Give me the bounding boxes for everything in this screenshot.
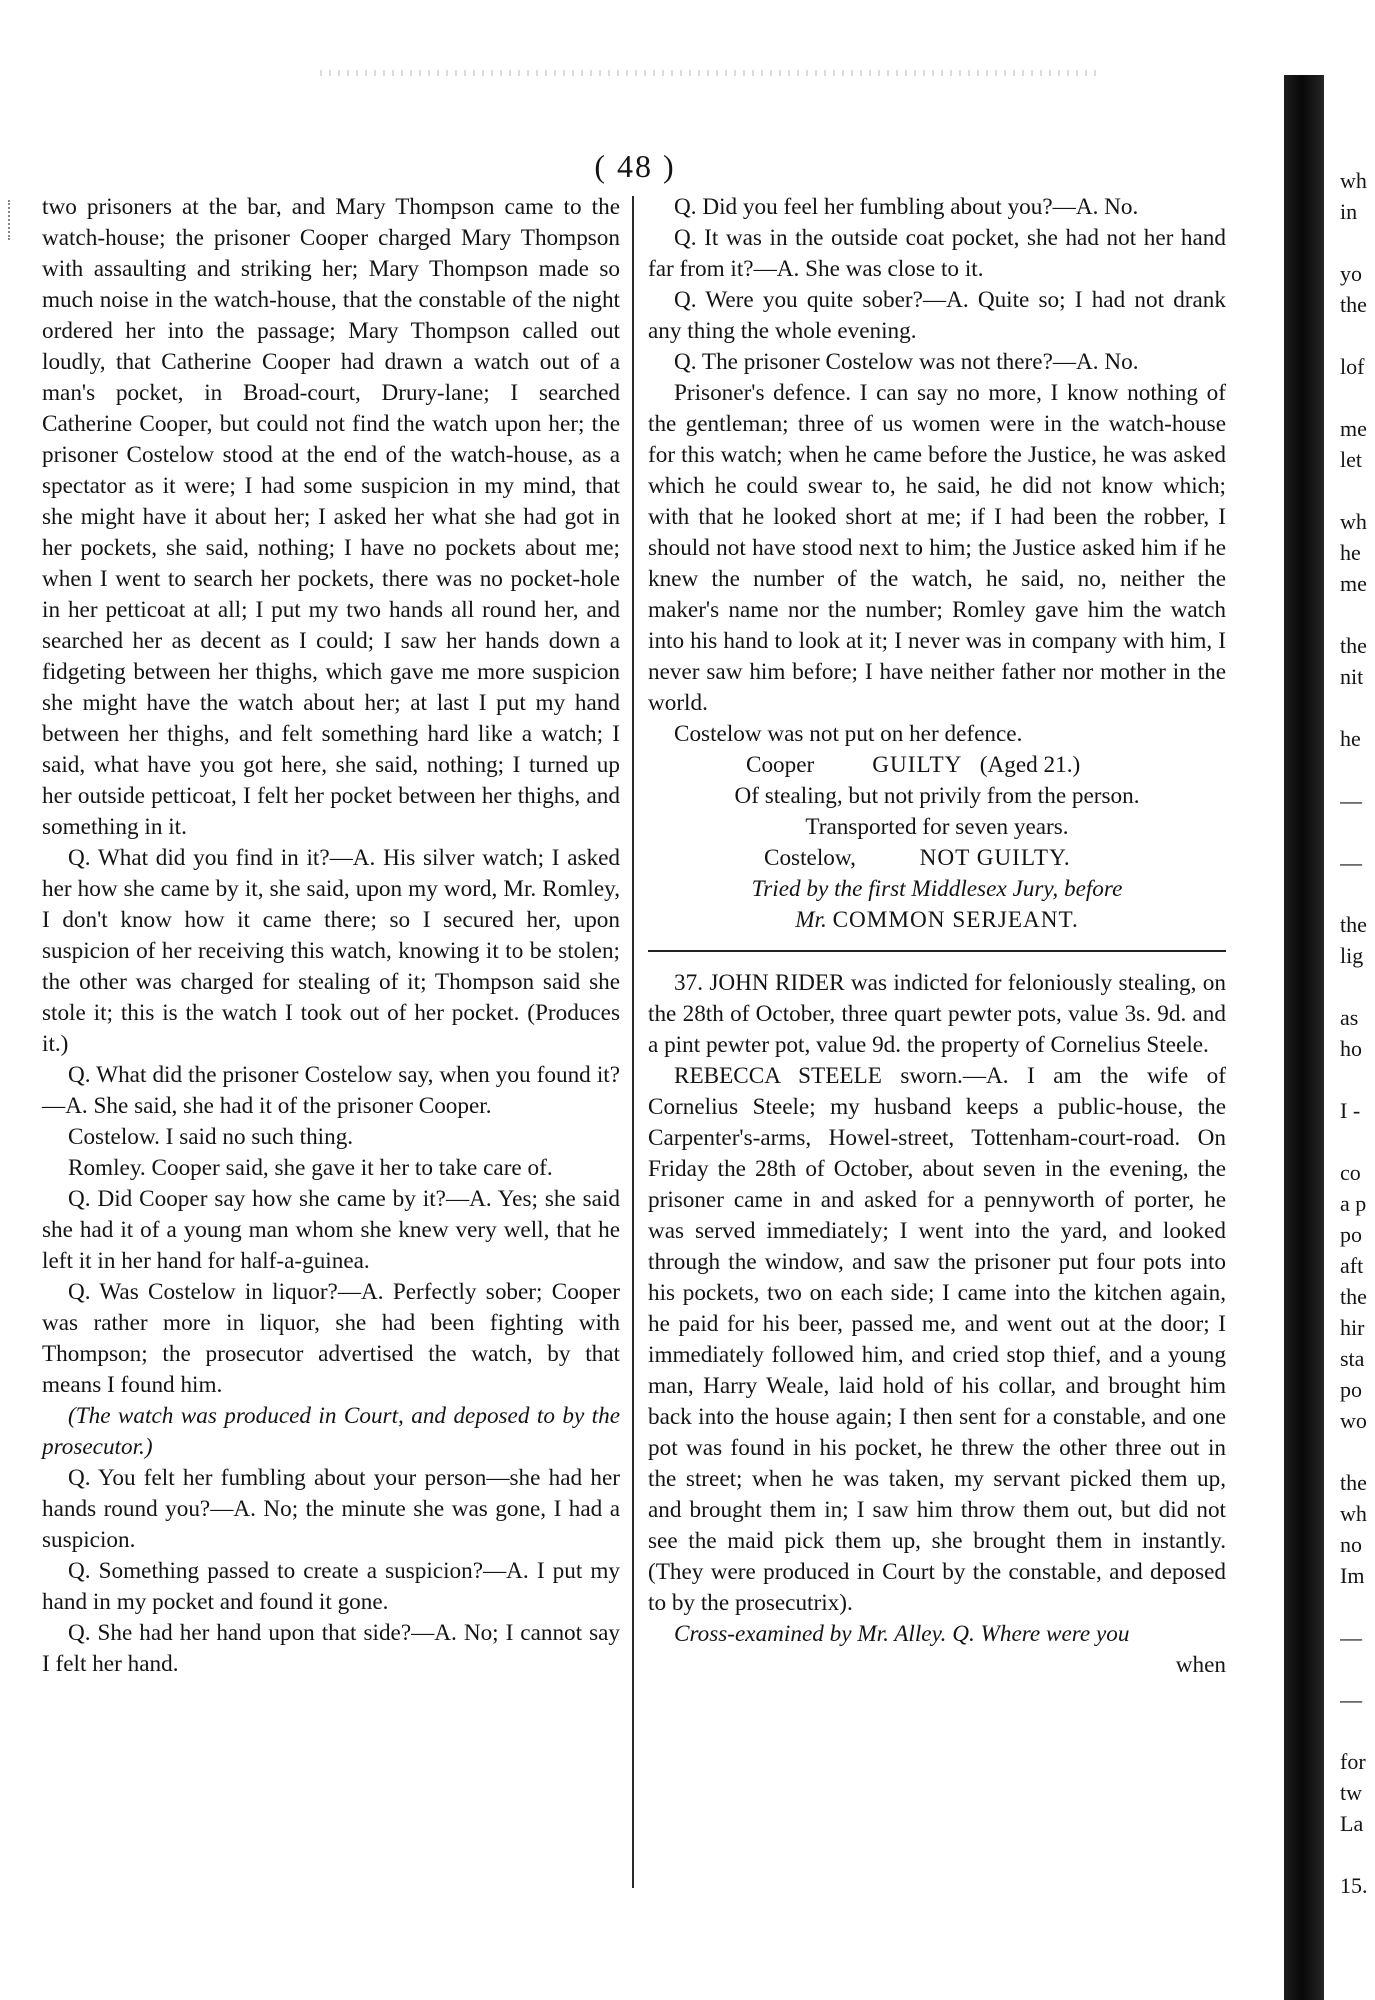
edge-fragment bbox=[1340, 816, 1375, 847]
edge-fragment bbox=[1340, 1064, 1375, 1095]
verdict-cooper-age: (Aged 21.) bbox=[979, 752, 1081, 778]
edge-fragment: the bbox=[1340, 1284, 1367, 1309]
left-paragraph-1: two prisoners at the bar, and Mary Thompson came to the watch-house; the prisoner Cooper charged Mary Thompson with assaulting and striking her; Mary Thompson made so much noise in the watch-house, that the constable of the night ordered her into the passage; Mary Thompson called out loudly, that Catherine Cooper had drawn a watch out of a man's pocket, in Broad-court, Drury-lane; I searched Catherine Cooper, but could not find the watch upon her; the prisoner Costelow stood at the end of the watch-house, as a spectator as it were; I had some suspicion in my mind, that she might have it about her; I asked her what she had got in her pockets, she said, nothing; I have no pockets about me; when I went to search her pockets, there was no pocket-hole in her petticoat at all; I put my two hands all round her, and searched her as decent as I could; I saw her hands down a fidgeting between her thighs, which gave me more suspicion she might have the watch about her; at last I put my hand between her thighs, and felt something hard like a watch; I said, what have you got here, she said, nothing; I turned up her outside petticoat, I felt her pocket between her thighs, and something in it. bbox=[42, 194, 620, 840]
edge-fragment: Im bbox=[1340, 1563, 1365, 1588]
edge-fragment: hir bbox=[1340, 1315, 1365, 1340]
edge-fragment: yo bbox=[1340, 261, 1362, 286]
edge-fragment: the bbox=[1340, 1470, 1367, 1495]
edge-fragment: — bbox=[1340, 1625, 1362, 1650]
edge-fragment: he bbox=[1340, 726, 1361, 751]
edge-fragment: no bbox=[1340, 1532, 1362, 1557]
edge-fragment: me bbox=[1340, 571, 1367, 596]
verdict-cooper bbox=[648, 750, 1226, 781]
edge-fragment: La bbox=[1340, 1811, 1364, 1836]
left-paragraph-10: Q. Something passed to create a suspicion?—A. I put my hand in my pocket and found it gone. bbox=[42, 1558, 620, 1615]
edge-fragment: aft bbox=[1340, 1253, 1364, 1278]
edge-fragment: 15. bbox=[1340, 1873, 1368, 1898]
edge-fragment: tw bbox=[1340, 1780, 1362, 1805]
edge-fragment: as bbox=[1340, 1005, 1359, 1030]
case-37-indictment: 37. JOHN RIDER was indicted for feloniously stealing, on the 28th of October, three quart pewter pots, value 3s. 9d. and a pint pewter pot, value 9d. the property of Cornelius Steele. bbox=[648, 970, 1226, 1058]
edge-fragment bbox=[1340, 1715, 1375, 1746]
edge-fragment: lig bbox=[1340, 943, 1364, 968]
edge-fragment: co bbox=[1340, 1160, 1361, 1185]
edge-fragment: me bbox=[1340, 416, 1367, 441]
edge-fragment: let bbox=[1340, 447, 1362, 472]
binding-shadow bbox=[1284, 75, 1324, 2000]
tried-before-name: COMMON SERJEANT. bbox=[832, 907, 1079, 933]
verdict-sentence: Transported for seven years. bbox=[805, 814, 1069, 840]
edge-fragment: the bbox=[1340, 912, 1367, 937]
verdict-cooper-result: GUILTY bbox=[872, 752, 963, 778]
edge-fragment bbox=[1340, 1653, 1375, 1684]
scan-specks bbox=[320, 70, 1100, 76]
right-paragraph-6: Costelow was not put on her defence. bbox=[674, 721, 1023, 747]
edge-fragment bbox=[1340, 1126, 1375, 1157]
left-paragraph-2: Q. What did you find in it?—A. His silver watch; I asked her how she came by it, she said, upon my word, Mr. Romley, I don't know how it came there; so I secured her, upon suspicion of her receiving this watch, knowing it to be stolen; the other was charged for stealing of it; Thompson said she stole it; this is the watch I took out of her pocket. (Produces it.) bbox=[42, 845, 620, 1057]
edge-fragment bbox=[1340, 599, 1375, 630]
edge-fragment: — bbox=[1340, 850, 1362, 875]
edge-fragment bbox=[1340, 320, 1375, 351]
case-37-testimony: REBECCA STEELE sworn.—A. I am the wife of Cornelius Steele; my husband keeps a public-house, the Carpenter's-arms, Howel-street, Tottenham-court-road. On Friday the 28th of October, about seven in the evening, the prisoner came in and asked for a pennyworth of porter, he was served immediately; I went into the yard, and looked through the window, and saw the prisoner put four pots into his pockets, two on each side; I came into the kitchen again, he paid for his beer, passed me, and went out at the door; I immediately followed him, and cried stop thief, and a young man, Harry Weale, laid hold of his collar, and brought him back into the house again; I then sent for a constable, and one pot was found in his pocket, he threw the other three out in the street; when he was taken, my servant picked them up, and brought them in; I saw him throw them out, but did not see the maid pick them up, she brought them in instantly. (They were produced in Court by the constable, and deposed to by the prosecutrix). bbox=[648, 1063, 1226, 1616]
left-paragraph-5: Romley. Cooper said, she gave it her to take care of. bbox=[68, 1155, 553, 1181]
verdict-charge: Of stealing, but not privily from the person. bbox=[734, 783, 1140, 809]
edge-fragment: for bbox=[1340, 1749, 1366, 1774]
case-divider bbox=[648, 950, 1226, 952]
edge-fragment bbox=[1340, 1436, 1375, 1467]
edge-fragment bbox=[1340, 475, 1375, 506]
edge-fragment: wh bbox=[1340, 1501, 1367, 1526]
left-paragraph-11: Q. She had her hand upon that side?—A. No; I cannot say I felt her hand. bbox=[42, 1620, 620, 1677]
edge-fragment: he bbox=[1340, 540, 1361, 565]
right-paragraph-1: Q. Did you feel her fumbling about you?—A. No. bbox=[674, 194, 1139, 220]
edge-fragment: po bbox=[1340, 1377, 1362, 1402]
verdict-costelow bbox=[648, 843, 1226, 874]
case-37-catchword: when bbox=[1175, 1652, 1226, 1678]
tried-by-line: Tried by the first Middlesex Jury, before bbox=[751, 876, 1123, 902]
edge-fragment: the bbox=[1340, 292, 1367, 317]
right-paragraph-4: Q. The prisoner Costelow was not there?—A. No. bbox=[674, 349, 1139, 375]
right-column bbox=[648, 192, 1226, 1681]
right-paragraph-5: Prisoner's defence. I can say no more, I know nothing of the gentleman; three of us women were in the watch-house for this watch; when he came before the Justice, he was asked which he could swear to, he said, he did not know which; with that he looked short at me; if I had been the robber, I should not have stood next to him; the Justice asked him if he knew the number of the watch, he said, no, neither the maker's name nor the number; Romley gave him the watch into his hand to look at it; I never was in company with him, I never saw him before; I have neither father nor mother in the world. bbox=[648, 380, 1226, 716]
edge-fragment: wh bbox=[1340, 509, 1367, 534]
tried-before-prefix: Mr. bbox=[795, 907, 827, 933]
edge-fragment: a p bbox=[1340, 1191, 1367, 1216]
page-number: ( 48 ) bbox=[594, 148, 676, 184]
edge-fragment bbox=[1340, 878, 1375, 909]
next-page-edge-text bbox=[1340, 165, 1375, 1901]
edge-fragment: — bbox=[1340, 788, 1362, 813]
left-paragraph-8: (The watch was produced in Court, and deposed to by the prosecutor.) bbox=[42, 1403, 620, 1460]
left-paragraph-3: Q. What did the prisoner Costelow say, when you found it?—A. She said, she had it of the prisoner Cooper. bbox=[42, 1062, 620, 1119]
verdict-costelow-name: Costelow, bbox=[764, 845, 856, 871]
edge-fragment: in bbox=[1340, 199, 1358, 224]
edge-fragment bbox=[1340, 971, 1375, 1002]
edge-fragment bbox=[1340, 754, 1375, 785]
edge-fragment bbox=[1340, 1839, 1375, 1870]
right-paragraph-2: Q. It was in the outside coat pocket, she had not her hand far from it?—A. She was close to it. bbox=[648, 225, 1226, 282]
verdict-cooper-name: Cooper bbox=[746, 752, 815, 778]
edge-fragment: wo bbox=[1340, 1408, 1367, 1433]
edge-fragment bbox=[1340, 1591, 1375, 1622]
case-37-cross-examination: Cross-examined by Mr. Alley. Q. Where were you bbox=[674, 1621, 1130, 1647]
edge-fragment: wh bbox=[1340, 168, 1367, 193]
edge-fragment: ho bbox=[1340, 1036, 1362, 1061]
edge-fragment: — bbox=[1340, 1687, 1362, 1712]
left-paragraph-4: Costelow. I said no such thing. bbox=[68, 1124, 354, 1150]
left-paragraph-9: Q. You felt her fumbling about your person—she had her hands round you?—A. No; the minute she was gone, I had a suspicion. bbox=[42, 1465, 620, 1553]
edge-fragment bbox=[1340, 382, 1375, 413]
verdict-costelow-result: NOT GUILTY. bbox=[919, 845, 1071, 871]
edge-fragment bbox=[1340, 227, 1375, 258]
edge-fragment: I - bbox=[1340, 1098, 1361, 1123]
left-column bbox=[42, 192, 620, 1680]
tried-before-line bbox=[648, 905, 1226, 936]
edge-fragment: sta bbox=[1340, 1346, 1365, 1371]
left-paragraph-7: Q. Was Costelow in liquor?—A. Perfectly sober; Cooper was rather more in liquor, she had been fighting with Thompson; the prosecutor advertised the watch, by that means I found him. bbox=[42, 1279, 620, 1398]
right-paragraph-3: Q. Were you quite sober?—A. Quite so; I had not drank any thing the whole evening. bbox=[648, 287, 1226, 344]
edge-fragment bbox=[1340, 692, 1375, 723]
edge-fragment: lof bbox=[1340, 354, 1365, 379]
edge-fragment: the bbox=[1340, 633, 1367, 658]
margin-marks bbox=[8, 200, 32, 240]
edge-fragment: po bbox=[1340, 1222, 1362, 1247]
edge-fragment: nit bbox=[1340, 664, 1364, 689]
column-rule bbox=[632, 196, 634, 1888]
left-paragraph-6: Q. Did Cooper say how she came by it?—A. Yes; she said she had it of a young man whom she knew very well, that he left it in her hand for half-a-guinea. bbox=[42, 1186, 620, 1274]
